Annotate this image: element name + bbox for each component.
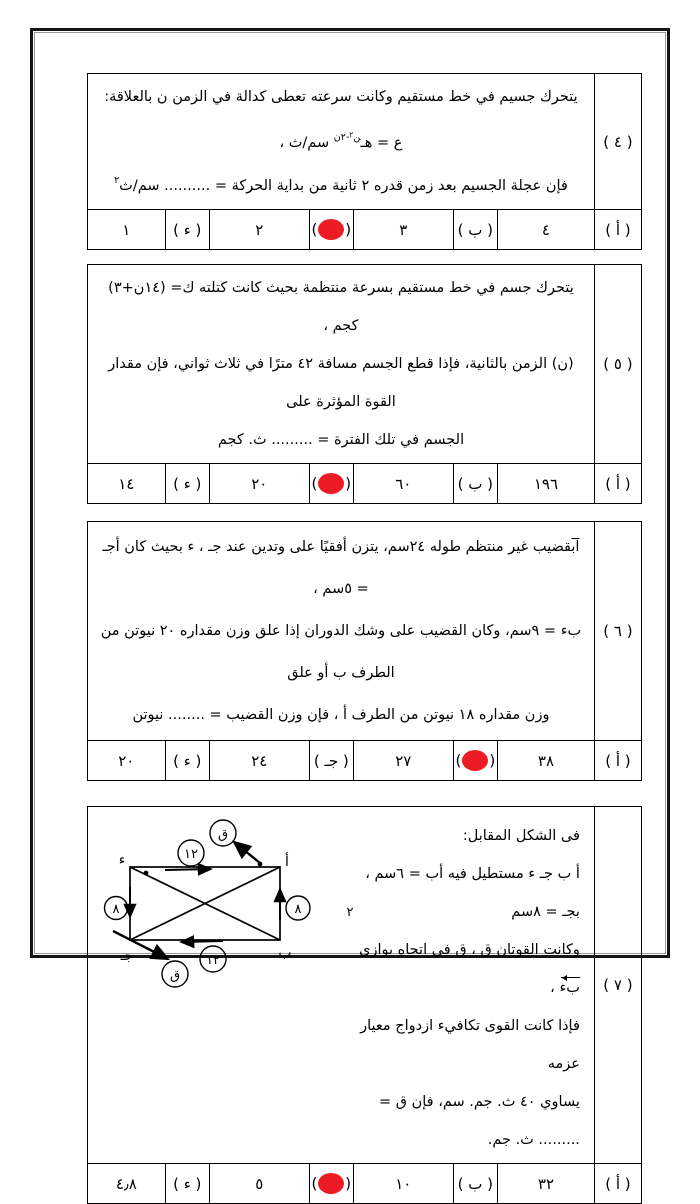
question-line: وزن مقداره ١٨ نيوتن من الطرف أ ، فإن وزن القضيب = ........ نيوتن (132, 707, 550, 723)
option-value-d[interactable]: ١ (88, 210, 166, 250)
selected-answer-marker (318, 473, 344, 494)
question-line: فإذا كانت القوى تكافيء ازدواج معيار عزمه (360, 1018, 580, 1072)
option-value-b[interactable]: ٢٧ (353, 741, 453, 781)
selected-answer-marker (318, 1173, 344, 1194)
selected-answer-marker (462, 750, 488, 771)
corner-label-alef: أ (285, 854, 289, 870)
vector-b-hamza: بء (559, 980, 580, 996)
option-letter-a[interactable]: ( أ ) (594, 1164, 641, 1204)
question-number: ( ٤ ) (594, 74, 641, 210)
figure-label-top-12: ١٢ (184, 847, 198, 862)
corner-label-geem: جـ (120, 948, 134, 964)
question-line: ابقضيب غير منتظم طوله ٢٤سم، يتزن أفقيًا على وتدين عند جـ ، ء بحيث كان أجـ = ٥سم ، (102, 539, 580, 597)
option-letter-a[interactable]: ( أ ) (594, 464, 641, 504)
corner-label-hamza: ء (118, 852, 126, 868)
option-letter-c-marked[interactable]: () (309, 210, 353, 250)
option-value-a[interactable]: ٣٢ (497, 1164, 594, 1204)
option-letter-a[interactable]: ( أ ) (594, 210, 641, 250)
option-value-b[interactable]: ١٠ (353, 1164, 453, 1204)
figure-label-bottom-12: ١٢ (206, 953, 220, 968)
corner-label-ba: ب (278, 945, 292, 961)
option-value-c[interactable]: ٢٠ (209, 464, 309, 504)
option-value-d[interactable]: ٤٫٨ (88, 1164, 166, 1204)
figure-label-force-q-top: ق (217, 827, 229, 842)
page-number: ٢ (346, 905, 354, 920)
question-number: ( ٥ ) (594, 265, 641, 464)
option-value-a[interactable]: ٤ (497, 210, 594, 250)
option-letter-a[interactable]: ( أ ) (594, 741, 641, 781)
option-value-d[interactable]: ٢٠ (88, 741, 166, 781)
question-line: الجسم في تلك الفترة = ......... ث. كجم (217, 432, 465, 448)
question-line: فإن عجلة الجسيم بعد زمن قدره ٢ ثانية من بداية الحركة = .......... سم/ث$^٢$ (114, 175, 568, 194)
option-letter-c-marked[interactable]: () (309, 464, 353, 504)
option-letter-c[interactable]: ( جـ ) (309, 741, 353, 781)
rectangle-forces-figure (94, 811, 348, 1159)
question-7-text-column (348, 811, 588, 1159)
question-line: يتحرك جسيم في خط مستقيم وكانت سرعته تعطى كدالة في الزمن ن بالعلاقة: ع = هـ$^{ن^٢-٢ن}$ سم/ث ، (104, 89, 578, 151)
option-value-c[interactable]: ٥ (209, 1164, 309, 1204)
question-6-block (87, 521, 642, 781)
option-letter-b[interactable]: ( ب ) (453, 1164, 497, 1204)
question-4-block (87, 73, 642, 250)
rectangle-outline (130, 867, 280, 940)
figure-label-left-8: ٨ (112, 902, 120, 917)
force-q-top-arrow (234, 842, 260, 863)
option-letter-b-marked[interactable]: () (453, 741, 497, 781)
option-letter-d[interactable]: ( ء ) (165, 210, 209, 250)
option-letter-c-marked[interactable]: () (309, 1164, 353, 1204)
selected-answer-marker (318, 219, 344, 240)
question-text (88, 74, 595, 210)
question-text (88, 807, 595, 1164)
application-point-dot (144, 871, 149, 876)
top-edge-force-arrow (165, 869, 211, 870)
figure-label-right-8: ٨ (294, 902, 302, 917)
question-number: ( ٦ ) (594, 522, 641, 741)
application-point-dot (258, 862, 263, 867)
question-line: يتحرك جسم في خط مستقيم بسرعة منتظمة بحيث كانت كتلته ك= (١٤ن+٣) كجم ، (108, 280, 574, 334)
question-text (88, 265, 595, 464)
option-value-b[interactable]: ٦٠ (353, 464, 453, 504)
question-line: (ن) الزمن بالثانية، فإذا قطع الجسم مسافة ٤٢ مترًا في ثلاث ثواني، فإن مقدار القوة المؤثرة على (108, 356, 574, 410)
question-line: وكانت القوتان ق ، ق في اتجاه يوازي بء ، (359, 942, 580, 996)
page-border-inner-line (34, 32, 666, 1193)
option-value-c[interactable]: ٢ (209, 210, 309, 250)
option-letter-d[interactable]: ( ء ) (165, 1164, 209, 1204)
page-border-frame (30, 28, 670, 1193)
option-value-b[interactable]: ٣ (353, 210, 453, 250)
question-line: أ ب جـ ء مستطيل فيه أب = ٦سم ، بجـ = ٨سم (365, 866, 580, 920)
bottom-edge-force-arrow (181, 941, 223, 942)
option-value-a[interactable]: ١٩٦ (497, 464, 594, 504)
question-line: يساوي ٤٠ ث. جم. سم، فإن ق = ......... ث. جم. (378, 1094, 580, 1148)
segment-ab-overline: اب (571, 539, 580, 555)
question-line: فى الشكل المقابل: (462, 828, 580, 844)
option-value-d[interactable]: ١٤ (88, 464, 166, 504)
option-value-c[interactable]: ٢٤ (209, 741, 309, 781)
option-value-a[interactable]: ٣٨ (497, 741, 594, 781)
option-letter-b[interactable]: ( ب ) (453, 464, 497, 504)
question-5-block (87, 264, 642, 504)
figure-label-force-q-bottom: ق (169, 968, 181, 983)
question-line: بء = ٩سم، وكان القضيب على وشك الدوران إذا علق وزن مقداره ٢٠ نيوتن من الطرف ب أو علق (100, 623, 582, 681)
question-text (88, 522, 595, 741)
question-7-block (87, 806, 642, 1204)
question-number: ( ٧ ) (594, 807, 641, 1164)
option-letter-b[interactable]: ( ب ) (453, 210, 497, 250)
option-letter-d[interactable]: ( ء ) (165, 741, 209, 781)
option-letter-d[interactable]: ( ء ) (165, 464, 209, 504)
